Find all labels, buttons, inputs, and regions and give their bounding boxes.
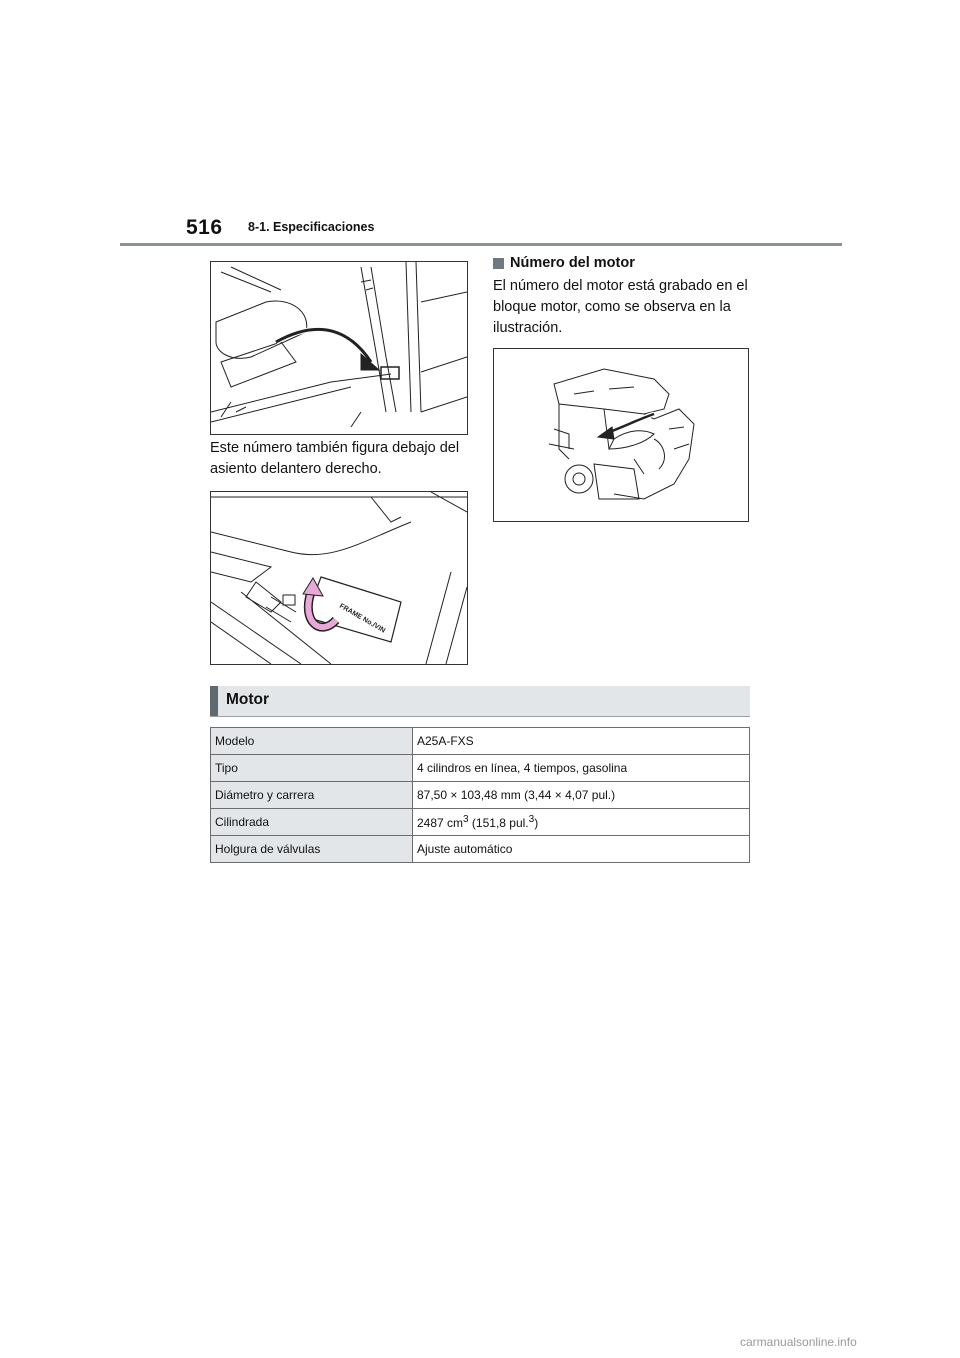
motor-section-title: Motor	[226, 691, 270, 708]
spec-value: Ajuste automático	[413, 836, 750, 863]
table-row	[211, 728, 750, 755]
heading-square-icon	[493, 258, 504, 269]
spec-label: Holgura de válvulas	[211, 836, 413, 863]
spec-value	[413, 809, 750, 836]
displacement-imperial: (151,8 pul.	[468, 816, 529, 830]
motor-specs-table	[210, 727, 750, 863]
closing-paren: )	[534, 816, 539, 830]
table-row	[211, 755, 750, 782]
motor-accent-bar	[210, 686, 218, 716]
spec-label: Modelo	[211, 728, 413, 755]
spec-label: Cilindrada	[211, 809, 413, 836]
superscript: 3	[463, 814, 469, 825]
engine-number-text: El número del motor está grabado en el bloque motor, como se observa en la ilustración.	[493, 278, 748, 336]
table-row	[211, 809, 750, 836]
spec-value: 87,50 × 103,48 mm (3,44 × 4,07 pul.)	[413, 782, 750, 809]
spec-value: A25A-FXS	[413, 728, 750, 755]
section-title: 8-1. Especificaciones	[248, 220, 375, 234]
header-divider	[120, 243, 842, 246]
spec-label: Diámetro y carrera	[211, 782, 413, 809]
seat-caption: Este número también figura debajo del asiento delantero derecho.	[210, 440, 460, 477]
table-row	[211, 836, 750, 863]
watermark: carmanualsonline.info	[740, 1335, 857, 1349]
engine-illustration	[493, 348, 749, 522]
engine-number-heading-text: Número del motor	[510, 255, 635, 271]
page-number: 516	[186, 216, 223, 239]
seat-label-illustration	[210, 491, 468, 665]
spec-label: Tipo	[211, 755, 413, 782]
vin-label-text: FRAME No./VIN	[338, 602, 387, 635]
door-sill-illustration	[210, 261, 468, 435]
table-row	[211, 782, 750, 809]
superscript: 3	[528, 814, 535, 825]
motor-section-header	[210, 686, 750, 717]
spec-value: 4 cilindros en línea, 4 tiempos, gasolina	[413, 755, 750, 782]
displacement-value: 2487 cm	[417, 816, 464, 830]
engine-number-heading	[493, 255, 635, 271]
